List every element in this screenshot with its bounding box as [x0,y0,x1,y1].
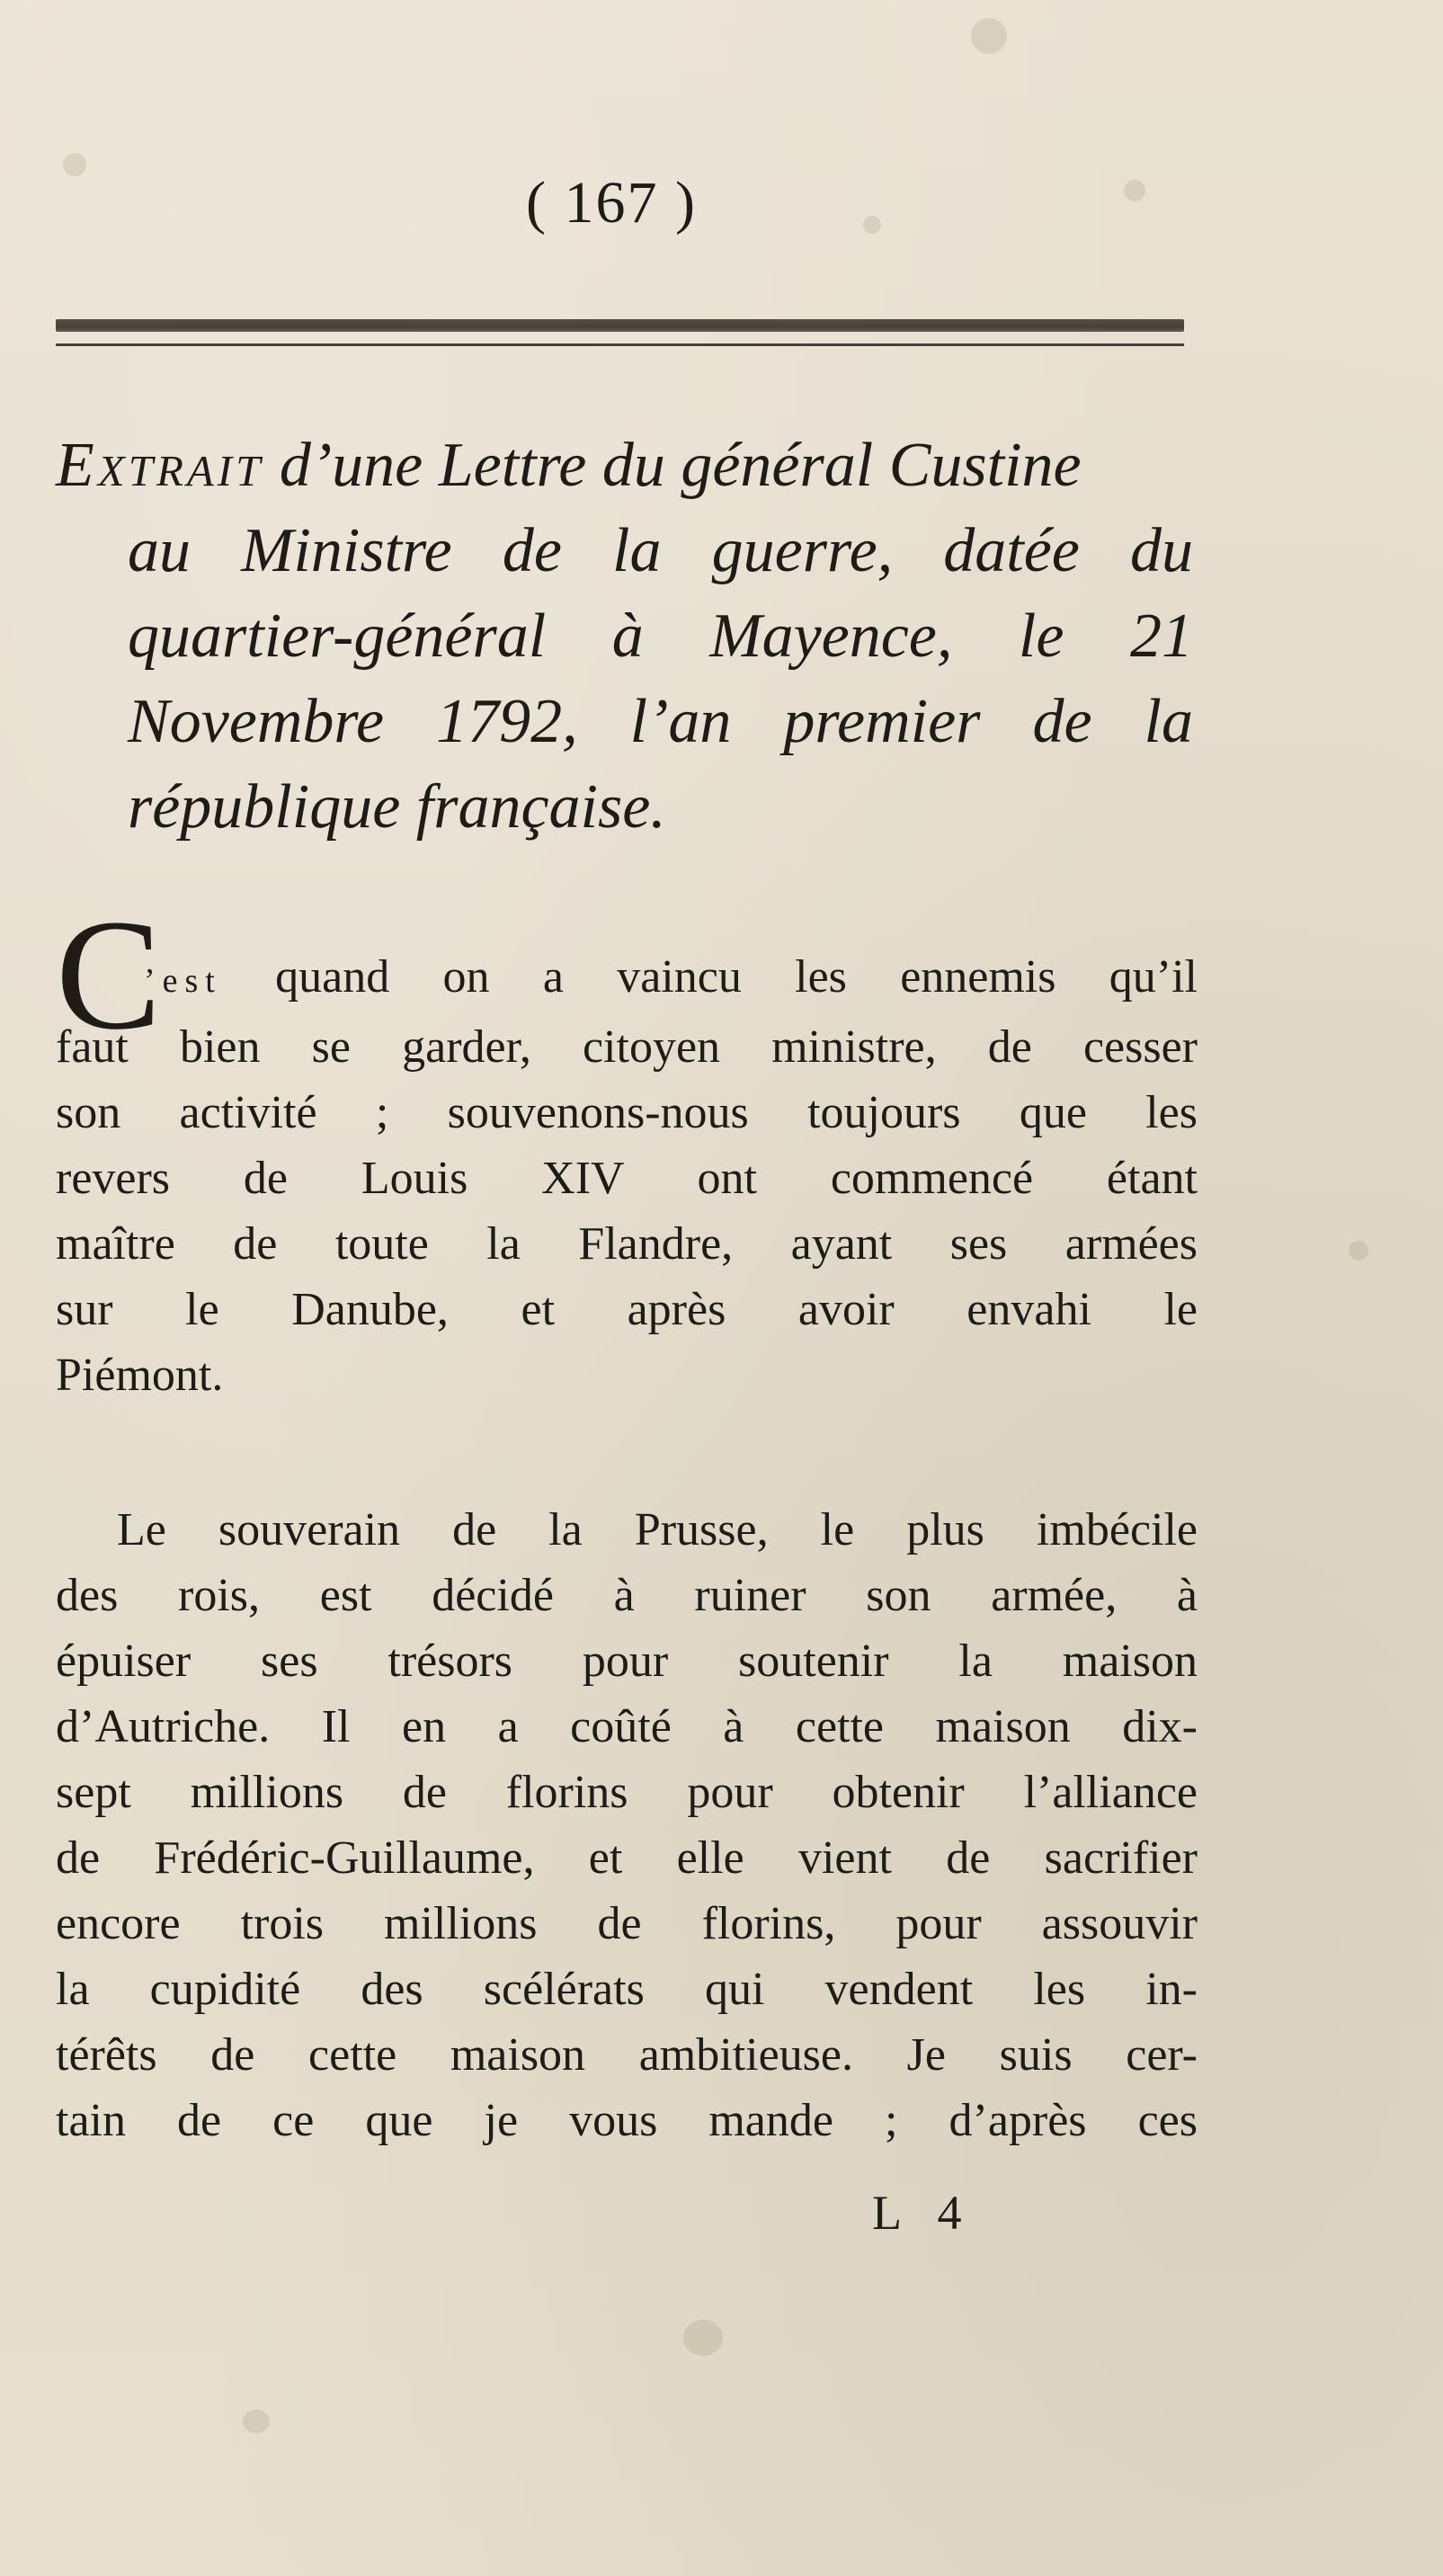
paper-stain [243,2410,270,2433]
signature-mark: L 4 [872,2186,975,2240]
paper-stain [1124,180,1145,201]
heading-small-caps: Extrait [56,431,264,500]
heading-line-2: au Ministre de la guerre, datée du [128,516,1193,585]
paragraph-2-line-8: la cupidité des scélérats qui vendent les in- [56,1964,1198,2015]
paragraph-1-line-1: ’est quand on a vaincu les ennemis qu’il [144,951,1198,1003]
paragraph-1-line-6: sur le Danube, et après avoir envahi le [56,1284,1198,1335]
paper-stain [63,153,86,176]
paragraph-2-line-6: de Frédéric-Guillaume, et elle vient de sacrifier [56,1832,1198,1884]
page-number: ( 167 ) [526,170,697,236]
paragraph-2-line-9: térêts de cette maison ambitieuse. Je suis cer- [56,2029,1198,2081]
paragraph-2-line-2: des rois, est décidé à ruiner son armée, à [56,1570,1198,1621]
paragraph-2-line-3: épuiser ses trésors pour soutenir la maison [56,1636,1198,1687]
small-caps-opening: ’est [144,962,222,1000]
paper-stain [971,18,1007,54]
paper-stain [863,216,881,234]
paragraph-2 [56,1497,1198,2153]
paragraph-1-line-4: revers de Louis XIV ont commencé étant [56,1153,1198,1204]
paragraph-1-line-5: maître de toute la Flandre, ayant ses armées [56,1218,1198,1270]
paragraph-1-line-3: son activité ; souvenons-nous toujours que les [56,1087,1198,1138]
heading-line-3: quartier-général à Mayence, le 21 [128,602,1193,671]
heading-line-4: Novembre 1792, l’an premier de la [128,687,1193,756]
paragraph-1-line-2: faut bien se garder, citoyen ministre, de cesser [56,1021,1198,1073]
drop-cap: C [56,887,162,1063]
paragraph-2-line-1: Le souverain de la Prusse, le plus imbécile [117,1504,1198,1555]
paragraph-1-line-7: Piémont. [56,1350,224,1401]
paragraph-1 [56,944,1198,1408]
header-rule-thick [56,319,1184,332]
heading-line-1: Extrait d’une Lettre du général Custine [56,431,1082,500]
header-rule-thin [56,343,1184,346]
heading-line-5: république française. [128,772,666,842]
paragraph-2-line-5: sept millions de florins pour obtenir l’alliance [56,1767,1198,1818]
paper-stain [683,2320,723,2356]
paragraph-2-line-10: tain de ce que je vous mande ; d’après ces [56,2095,1198,2146]
paragraph-2-line-7: encore trois millions de florins, pour assouvir [56,1898,1198,1949]
paragraph-2-line-4: d’Autriche. Il en a coûté à cette maison dix- [56,1701,1198,1752]
letter-heading [56,423,1198,850]
paper-stain [1349,1241,1368,1261]
